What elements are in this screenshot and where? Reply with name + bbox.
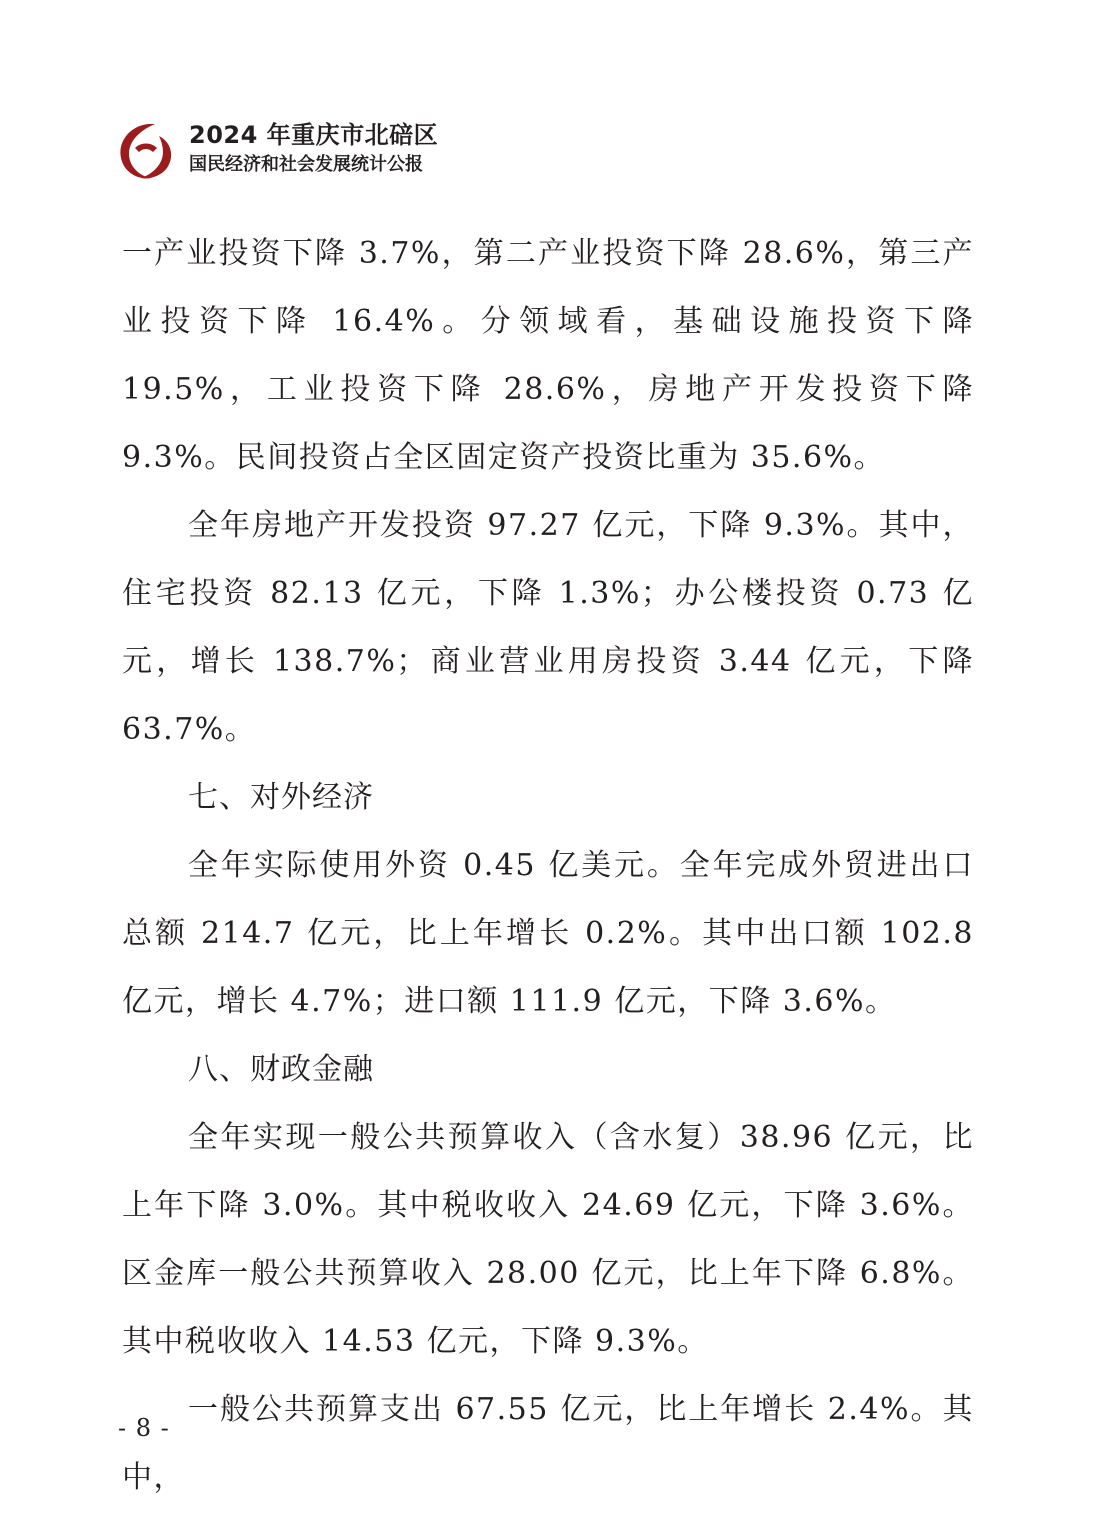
- section-heading-foreign-economy: 七、对外经济: [188, 780, 374, 815]
- document-body: [122, 220, 974, 1512]
- section-heading-finance: 八、财政金融: [188, 1052, 374, 1087]
- paragraph-investment-continued: 一产业投资下降 3.7%，第二产业投资下降 28.6%，第三产业投资下降 16.4%。分领域看，基础设施投资下降 19.5%，工业投资下降 28.6%，房地产开发投资下降 9.3%。民间投资占全区固定资产投资比重为 35.6%。: [122, 236, 974, 475]
- paragraph-budget-revenue: 全年实现一般公共预算收入（含水复）38.96 亿元，比上年下降 3.0%。其中税收收入 24.69 亿元，下降 3.6%。区金库一般公共预算收入 28.00 亿元，比上年下降 6.8%。其中税收收入 14.53 亿元，下降 9.3%。: [122, 1120, 974, 1359]
- paragraph-budget-expenditure: 一般公共预算支出 67.55 亿元，比上年增长 2.4%。其中，: [122, 1392, 974, 1495]
- header-title: 2024 年重庆市北碚区: [189, 121, 439, 149]
- header-subtitle: 国民经济和社会发展统计公报: [189, 154, 423, 175]
- header-text: [189, 120, 438, 178]
- page-number: - 8 -: [118, 1414, 170, 1442]
- paragraph-foreign-trade: 全年实际使用外资 0.45 亿美元。全年完成外贸进出口总额 214.7 亿元，比上年增长 0.2%。其中出口额 102.8 亿元，增长 4.7%；进口额 111.9 亿元，下降 3.6%。: [122, 848, 974, 1019]
- statistics-logo-icon: [115, 118, 179, 182]
- report-header: [115, 118, 535, 188]
- paragraph-real-estate: 全年房地产开发投资 97.27 亿元，下降 9.3%。其中，住宅投资 82.13 亿元，下降 1.3%；办公楼投资 0.73 亿元，增长 138.7%；商业营业用房投资 3.44 亿元，下降 63.7%。: [122, 508, 974, 747]
